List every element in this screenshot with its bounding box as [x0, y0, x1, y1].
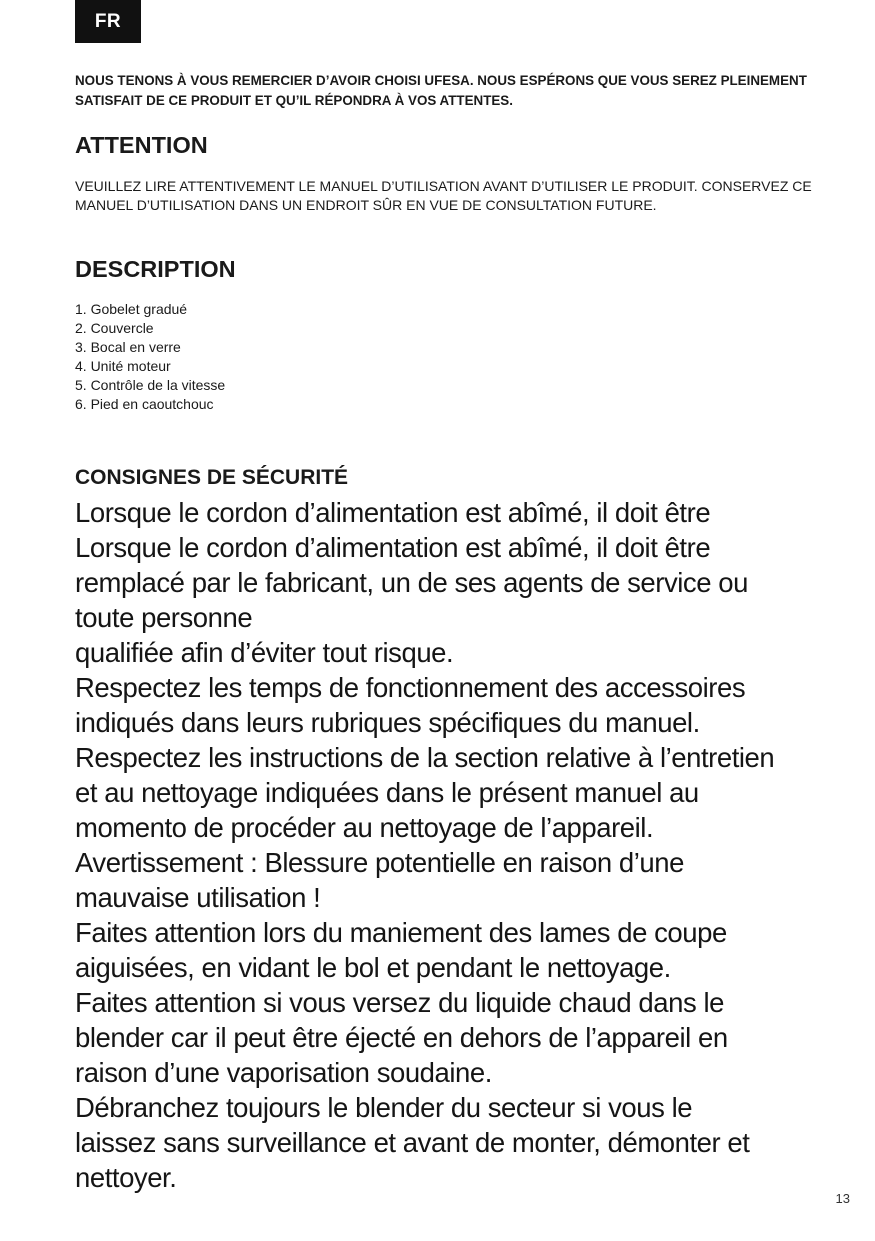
- safety-line: et au nettoyage indiquées dans le présent manuel au: [75, 777, 699, 808]
- safety-heading: CONSIGNES DE SÉCURITÉ: [75, 466, 349, 489]
- language-tab: FR: [75, 0, 141, 43]
- safety-line: Lorsque le cordon d’alimentation est abîmé, il doit être: [75, 532, 711, 563]
- list-item: 3. Bocal en verre: [75, 339, 181, 355]
- attention-text: VEUILLEZ LIRE ATTENTIVEMENT LE MANUEL D’UTILISATION AVANT D’UTILISER LE PRODUIT. CONSERVEZ CE MANUEL D’UTILISATION DANS UN ENDROIT SÛR EN VUE DE CONSULTATION FUTURE.: [75, 178, 812, 213]
- safety-line: Faites attention lors du maniement des lames de coupe: [75, 917, 727, 948]
- safety-line: mauvaise utilisation !: [75, 882, 321, 913]
- safety-line: nettoyer.: [75, 1162, 177, 1193]
- safety-line: Faites attention si vous versez du liquide chaud dans le: [75, 987, 724, 1018]
- intro-text: NOUS TENONS À VOUS REMERCIER D’AVOIR CHOISI UFESA. NOUS ESPÉRONS QUE VOUS SEREZ PLEINEMENT SATISFAIT DE CE PRODUIT ET QU’IL RÉPONDRA À VOS ATTENTES.: [75, 73, 807, 108]
- attention-heading: ATTENTION: [75, 132, 208, 158]
- safety-line: Lorsque le cordon d’alimentation est abîmé, il doit être: [75, 497, 711, 528]
- safety-line: blender car il peut être éjecté en dehors de l’appareil en: [75, 1022, 728, 1053]
- safety-line: raison d’une vaporisation soudaine.: [75, 1057, 492, 1088]
- safety-instructions: [75, 495, 835, 1195]
- safety-line: aiguisées, en vidant le bol et pendant le nettoyage.: [75, 952, 671, 983]
- list-item: 4. Unité moteur: [75, 358, 171, 374]
- safety-line: remplacé par le fabricant, un de ses agents de service ou: [75, 567, 748, 598]
- description-list: [75, 300, 225, 414]
- list-item: 6. Pied en caoutchouc: [75, 396, 214, 412]
- safety-line: momento de procéder au nettoyage de l’appareil.: [75, 812, 654, 843]
- safety-line: Avertissement : Blessure potentielle en raison d’une: [75, 847, 684, 878]
- safety-line: Débranchez toujours le blender du secteur si vous le: [75, 1092, 693, 1123]
- safety-line: qualifiée afin d’éviter tout risque.: [75, 637, 454, 668]
- page-number: 13: [835, 1191, 850, 1206]
- list-item: 5. Contrôle de la vitesse: [75, 377, 226, 393]
- safety-line: indiqués dans leurs rubriques spécifiques du manuel.: [75, 707, 700, 738]
- safety-line: Respectez les temps de fonctionnement des accessoires: [75, 672, 746, 703]
- safety-line: Respectez les instructions de la section relative à l’entretien: [75, 742, 775, 773]
- safety-line: laissez sans surveillance et avant de monter, démonter et: [75, 1127, 750, 1158]
- safety-line: toute personne: [75, 602, 253, 633]
- description-heading: DESCRIPTION: [75, 256, 236, 282]
- list-item: 2. Couvercle: [75, 320, 154, 336]
- list-item: 1. Gobelet gradué: [75, 301, 188, 317]
